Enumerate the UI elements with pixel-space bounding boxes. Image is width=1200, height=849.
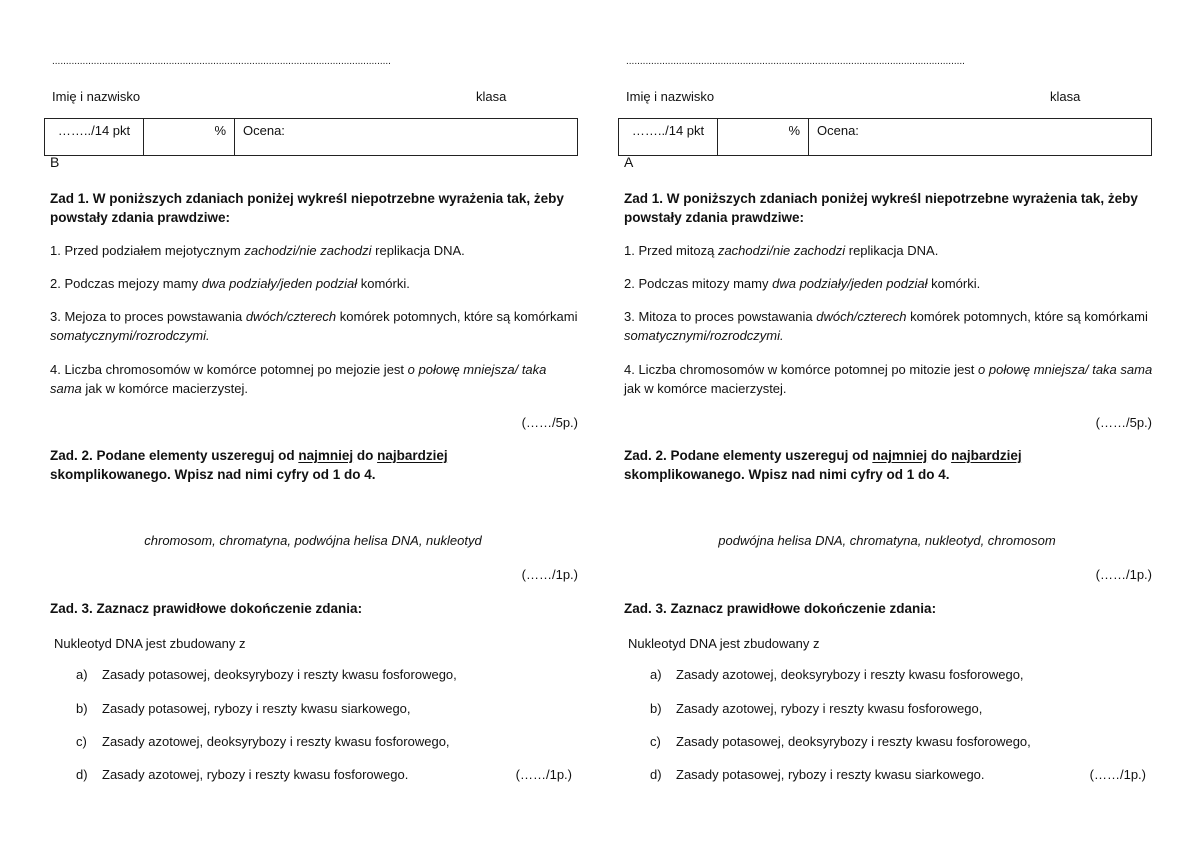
task3-option-a: a) Zasady azotowej, deoksyrybozy i reszty kwasu fosforowego,	[650, 667, 1024, 682]
task3-points: (……/1p.)	[515, 767, 572, 782]
task1-points: (……/5p.)	[521, 415, 578, 430]
task2-title: Zad. 2. Podane elementy uszereguj od najmniej do najbardziej skomplikowanego. Wpisz nad nimi cyfry od 1 do 4.	[50, 448, 448, 482]
task1-title: Zad 1. W poniższych zdaniach poniżej wykreśl niepotrzebne wyrażenia tak, żeby powstały zdania prawdziwe:	[624, 191, 1138, 225]
percent-cell: %	[144, 119, 235, 156]
task2-items: podwójna helisa DNA, chromatyna, nukleotyd, chromosom	[718, 533, 1056, 548]
task3-points: (……/1p.)	[1089, 767, 1146, 782]
task3-option-c: c) Zasady potasowej, deoksyrybozy i reszty kwasu fosforowego,	[650, 734, 1031, 749]
task1-sentence-3: 3. Mitoza to proces powstawania dwóch/czterech komórek potomnych, które są komórkami somatycznymi/rozrodczymi.	[624, 309, 1148, 343]
points-cell: ……../14 pkt	[45, 119, 144, 156]
class-label: klasa	[1050, 89, 1081, 104]
task3-option-d: d) Zasady azotowej, rybozy i reszty kwasu fosforowego.	[76, 767, 409, 782]
task3-option-c: c) Zasady azotowej, deoksyrybozy i reszty kwasu fosforowego,	[76, 734, 450, 749]
grade-cell: Ocena:	[809, 119, 1152, 156]
task1-sentence-4: 4. Liczba chromosomów w komórce potomnej po mitozie jest o połowę mniejsza/ taka sama jak w komórce macierzystej.	[624, 362, 1153, 396]
task1-title: Zad 1. W poniższych zdaniach poniżej wykreśl niepotrzebne wyrażenia tak, żeby powstały zdania prawdziwe:	[50, 191, 564, 225]
name-dotted-line: ..........................................................................................................................	[52, 56, 391, 67]
class-label: klasa	[476, 89, 507, 104]
grade-cell: Ocena:	[235, 119, 578, 156]
score-table	[44, 118, 578, 156]
task1-sentence-1: 1. Przed mitozą zachodzi/nie zachodzi replikacja DNA.	[624, 243, 939, 258]
group-label: B	[50, 154, 60, 170]
group-label: A	[624, 154, 634, 170]
name-row	[626, 89, 1146, 104]
score-table	[618, 118, 1152, 156]
task3-title: Zad. 3. Zaznacz prawidłowe dokończenie zdania:	[624, 601, 937, 616]
percent-cell: %	[718, 119, 809, 156]
task3-title: Zad. 3. Zaznacz prawidłowe dokończenie zdania:	[50, 601, 363, 616]
task3-stem: Nukleotyd DNA jest zbudowany z	[628, 636, 820, 651]
task2-points: (……/1p.)	[1095, 567, 1152, 582]
task1-sentence-1: 1. Przed podziałem mejotycznym zachodzi/nie zachodzi replikacja DNA.	[50, 243, 465, 258]
task3-option-b: b) Zasady potasowej, rybozy i reszty kwasu siarkowego,	[76, 701, 411, 716]
name-dotted-line: ..........................................................................................................................	[626, 56, 965, 67]
task2-points: (……/1p.)	[521, 567, 578, 582]
task1-sentence-2: 2. Podczas mejozy mamy dwa podziały/jeden podział komórki.	[50, 276, 410, 291]
name-label: Imię i nazwisko	[626, 89, 715, 104]
name-row	[52, 89, 572, 104]
task3-stem: Nukleotyd DNA jest zbudowany z	[54, 636, 246, 651]
points-cell: ……../14 pkt	[619, 119, 718, 156]
task2-title: Zad. 2. Podane elementy uszereguj od najmniej do najbardziej skomplikowanego. Wpisz nad nimi cyfry od 1 do 4.	[624, 448, 1022, 482]
worksheet-group-b	[48, 0, 578, 849]
task2-items: chromosom, chromatyna, podwójna helisa DNA, nukleotyd	[144, 533, 482, 548]
task1-sentence-2: 2. Podczas mitozy mamy dwa podziały/jeden podział komórki.	[624, 276, 981, 291]
task3-option-a: a) Zasady potasowej, deoksyrybozy i reszty kwasu fosforowego,	[76, 667, 457, 682]
task1-sentence-4: 4. Liczba chromosomów w komórce potomnej po mejozie jest o połowę mniejsza/ taka sama jak w komórce macierzystej.	[50, 362, 547, 396]
name-label: Imię i nazwisko	[52, 89, 141, 104]
task3-option-b: b) Zasady azotowej, rybozy i reszty kwasu fosforowego,	[650, 701, 983, 716]
worksheet-group-a	[622, 0, 1152, 849]
task1-sentence-3: 3. Mejoza to proces powstawania dwóch/czterech komórek potomnych, które są komórkami somatycznymi/rozrodczymi.	[50, 309, 578, 343]
task3-option-d: d) Zasady potasowej, rybozy i reszty kwasu siarkowego.	[650, 767, 985, 782]
task1-points: (……/5p.)	[1095, 415, 1152, 430]
